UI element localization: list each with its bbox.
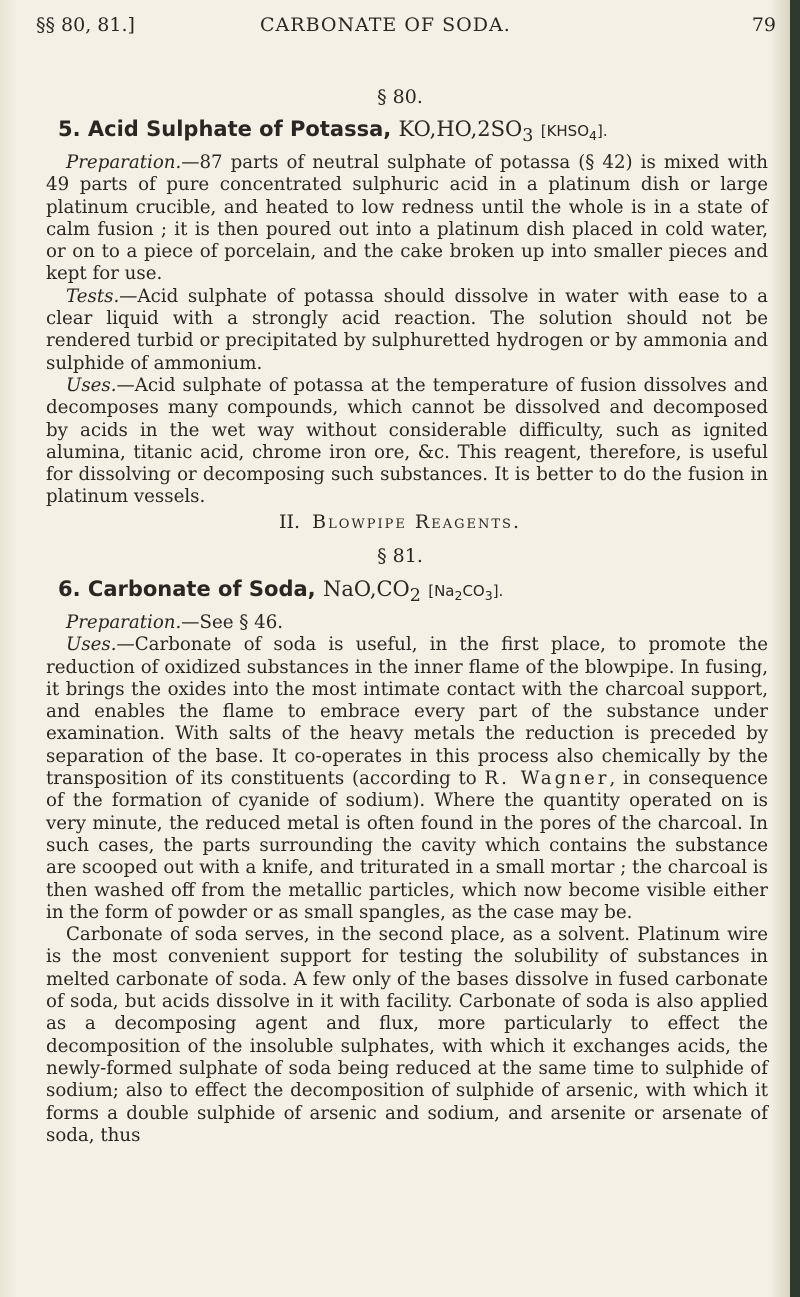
tests-paragraph: Tests.—Acid sulphate of potassa should dissolve in water with ease to a clear liquid with a strongly acid reaction. The solution should not be rendered turbid or precipitated by sulphuretted hydrogen or by ammonia and sulphide of ammonium.	[46, 285, 768, 374]
section-81-body	[46, 612, 768, 1147]
running-header	[36, 14, 776, 44]
section-80-heading	[58, 117, 778, 146]
heading-modern-formula: $[Na_2CO_3]$.	[428, 582, 504, 603]
part-heading: II. Blowpipe Reagents.	[279, 511, 521, 533]
preparation-paragraph: Preparation.—See § 46.	[66, 612, 284, 633]
heading-number: 5.	[58, 117, 81, 141]
heading-formula: $NaO,CO_2$	[322, 577, 421, 607]
header-title: CARBONATE OF SODA.	[260, 14, 511, 36]
section-80-label: § 80.	[377, 86, 423, 108]
section-80-body	[46, 152, 768, 509]
heading-title: Acid Sulphate of Potassa,	[87, 117, 392, 141]
section-81-label: § 81.	[377, 545, 423, 567]
header-section-range: §§ 80, 81.]	[36, 14, 135, 36]
page-number: 79	[751, 14, 776, 36]
heading-number: 6.	[58, 577, 81, 601]
author-name: R. Wagner	[484, 768, 610, 790]
section-81-heading	[58, 577, 778, 606]
solvent-paragraph: Carbonate of soda serves, in the second place, as a solvent. Platinum wire is the most convenient support for testing the solubility of substances in melted carbonate of soda. A few only of the bases dissolve in fused carbonate of soda, but acids dissolve in it with facility. Carbonate of soda is also applied as a decomposing agent and flux, more particularly to effect the decomposition of the insoluble sulphates, with which it exchanges acids, the newly-formed sulphate of soda being reduced at the same time to sulphide of sodium; also to effect the decomposition of sulphide of arsenic, with which it forms a double sulphide of arsenic and sodium, and arsenite or arsenate of soda, thus	[46, 924, 768, 1146]
heading-title: Carbonate of Soda,	[87, 577, 316, 601]
preparation-paragraph: Preparation.—87 parts of neutral sulphate of potassa (§ 42) is mixed with 49 parts of pure concentrated sulphuric acid in a platinum dish or large platinum crucible, and heated to low redness until the whole is in a state of calm fusion ; it is then poured out into a platinum dish placed in cold water, or on to a piece of porcelain, and the cake broken up into smaller pieces and kept for use.	[46, 152, 768, 285]
heading-formula: $KO,HO,2SO_3$	[398, 117, 534, 147]
uses-paragraph: Uses.—Carbonate of soda is useful, in the first place, to promote the reduction of oxidized substances in the inner flame of the blowpipe. In fusing, it brings the oxides into the most intimate contact with the charcoal support, and enables the flame to embrace every part of the substance under examination. With salts of the heavy metals the reduction is preceded by separation of the base. It co-operates in this process also chemically by the transposition of its constituents (according to R. Wagner, in consequence of the formation of cyanide of sodium). Where the quantity operated on is very minute, the reduced metal is often found in the pores of the charcoal. In such cases, the parts surrounding the cavity which contains the substance are scooped out with a knife, and triturated in a small mortar ; the charcoal is then washed off from the metallic particles, which now become visible either in the form of powder or as small spangles, as the case may be.	[46, 634, 768, 923]
uses-paragraph: Uses.—Acid sulphate of potassa at the temperature of fusion dissolves and decomposes many compounds, which cannot be dissolved and decomposed by acids in the wet way without considerable difficulty, such as ignited alumina, titanic acid, chrome iron ore, &c. This reagent, therefore, is useful for dissolving or decomposing such substances. It is better to do the fusion in platinum vessels.	[46, 374, 768, 508]
book-spine-edge	[790, 0, 800, 1297]
heading-modern-formula: $[KHSO_4]$.	[540, 122, 608, 143]
